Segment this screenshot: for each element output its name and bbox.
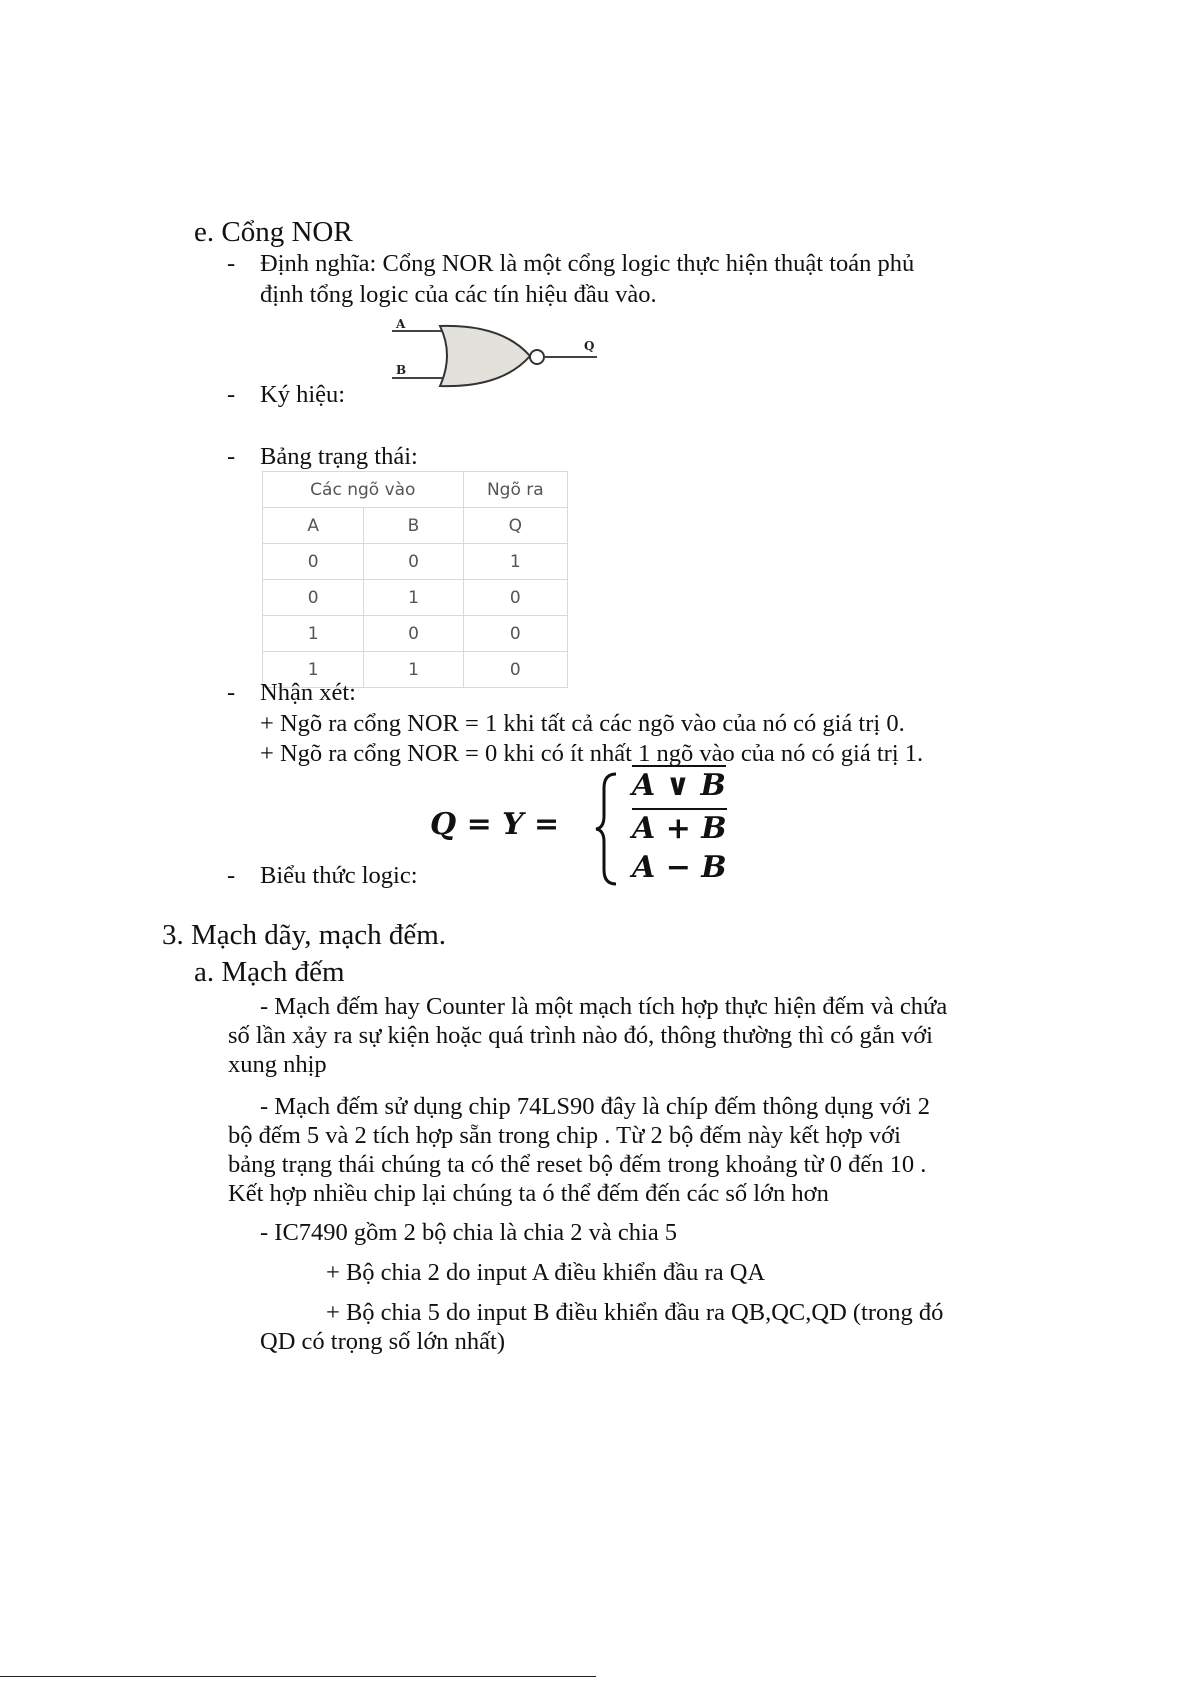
table-cell: 0 [263,580,364,616]
truth-table [262,471,568,688]
table-cell: 0 [364,544,463,580]
formula-line-1 [632,768,726,803]
table-cell: 1 [263,652,364,688]
table-row [263,616,568,652]
table-cell: 1 [463,544,567,580]
remark-2: + Ngõ ra cổng NOR = 0 khi có ít nhất 1 ngõ vào của nó có giá trị 1. [260,740,924,767]
formula-line-2-text: A + B [632,808,727,846]
table-cell: 0 [364,616,463,652]
column-b: B [364,508,463,544]
gate-label-q: Q [584,339,595,353]
gate-label-b: B [396,363,407,377]
section-3a-heading: a. Mạch đếm [194,956,345,988]
para2-line1: - Mạch đếm sử dụng chip 74LS90 đây là chíp đếm thông dụng với 2 [260,1093,930,1120]
column-a: A [263,508,364,544]
definition-line-2: định tổng logic của các tín hiệu đầu vào. [260,281,657,308]
table-header-row [263,472,568,508]
formula-lhs: Q = Y = [430,807,560,842]
para4: + Bộ chia 2 do input A điều khiển đầu ra QA [326,1259,766,1286]
remark-label: Nhận xét: [260,679,356,706]
section-e-heading: e. Cổng NOR [194,216,353,248]
formula-line-3: A − B [632,850,727,885]
header-output: Ngõ ra [463,472,567,508]
bullet-dash: - [227,443,236,470]
para1-line3: xung nhịp [228,1051,327,1078]
header-inputs: Các ngõ vào [263,472,464,508]
inversion-bubble [530,350,544,364]
para5-line1: + Bộ chia 5 do input B điều khiển đầu ra QB,QC,QD (trong đó [326,1299,944,1326]
formula-line-2 [632,811,727,846]
table-cell: 1 [263,616,364,652]
table-cell: 1 [364,652,463,688]
table-row [263,508,568,544]
gate-label-a: A [396,317,406,331]
para1-line1: - Mạch đếm hay Counter là một mạch tích hợp thực hiện đếm và chứa [260,993,948,1020]
para2-line2: bộ đếm 5 và 2 tích hợp sẵn trong chip . Từ 2 bộ đếm này kết hợp với [228,1122,901,1149]
section-3-heading: 3. Mạch dãy, mạch đếm. [162,919,446,951]
column-q: Q [463,508,567,544]
nor-gate-body [440,326,530,386]
table-row [263,544,568,580]
remark-1: + Ngõ ra cổng NOR = 1 khi tất cả các ngõ vào của nó có giá trị 0. [260,710,905,737]
footer-rule [0,1676,596,1677]
symbol-label: Ký hiệu: [260,381,346,408]
table-cell: 0 [263,544,364,580]
bullet-dash: - [227,862,236,889]
table-cell: 0 [463,580,567,616]
table-cell: 0 [463,652,567,688]
bullet-dash: - [227,381,236,408]
formula-line-1-text: A ∨ B [632,765,726,803]
para1-line2: số lần xảy ra sự kiện hoặc quá trình nào đó, thông thường thì có gắn với [228,1022,933,1049]
formula-brace [592,770,620,888]
table-cell: 0 [463,616,567,652]
table-row [263,580,568,616]
definition-line-1: Định nghĩa: Cổng NOR là một cổng logic thực hiện thuật toán phủ [260,250,915,277]
para2-line4: Kết hợp nhiều chip lại chúng ta ó thể đếm đến các số lớn hơn [228,1180,829,1207]
table-cell: 1 [364,580,463,616]
nor-gate-diagram [392,316,607,394]
bullet-dash: - [227,679,236,706]
truth-table-label: Bảng trạng thái: [260,443,418,470]
bullet-dash: - [227,250,236,277]
expression-label: Biểu thức logic: [260,862,418,889]
para5-line2: QD có trọng số lớn nhất) [260,1328,505,1355]
para3: - IC7490 gồm 2 bộ chia là chia 2 và chia 5 [260,1219,678,1246]
para2-line3: bảng trạng thái chúng ta có thể reset bộ đếm trong khoảng từ 0 đến 10 . [228,1151,927,1178]
